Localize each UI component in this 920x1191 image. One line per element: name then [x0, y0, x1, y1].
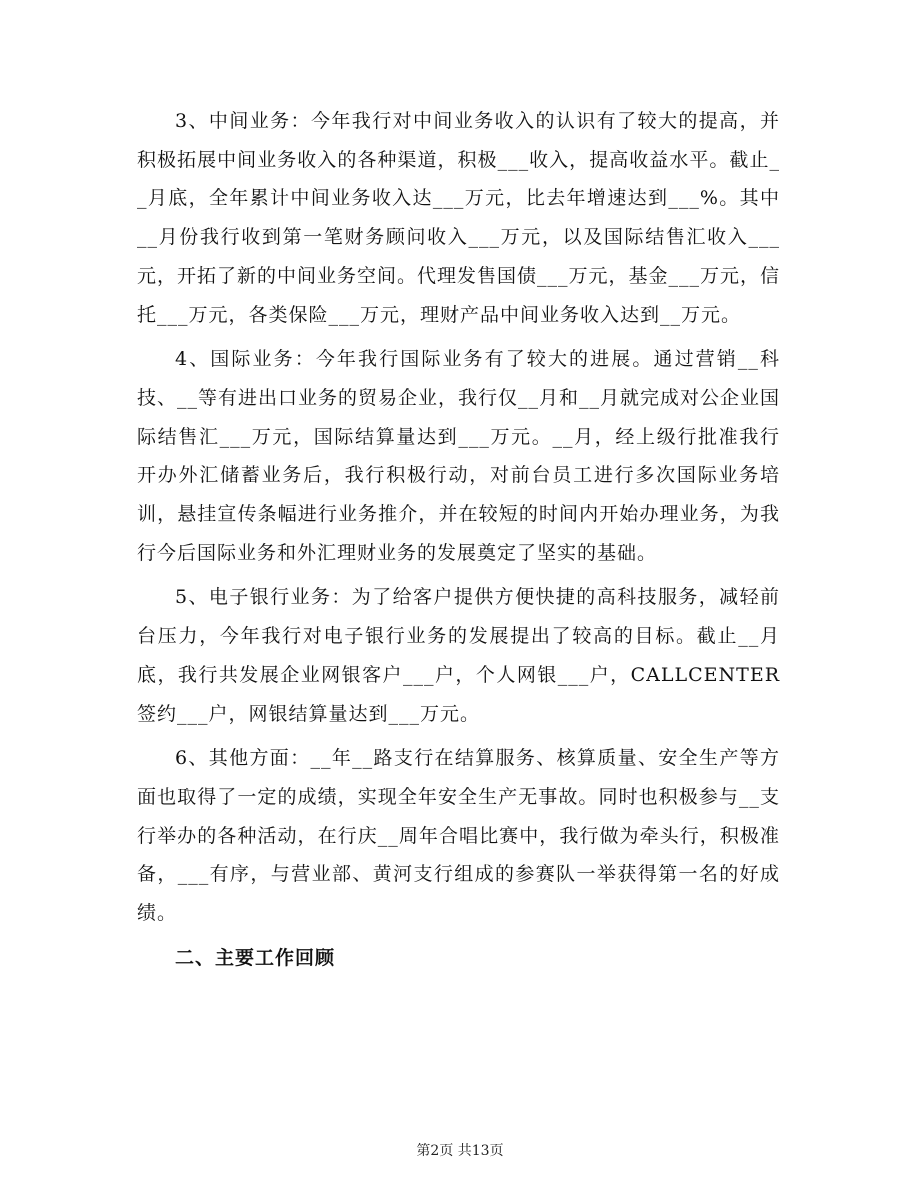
- section-heading: 二、主要工作回顾: [175, 946, 336, 969]
- paragraph-other-aspects: 6、其他方面：__年__路支行在结算服务、核算质量、安全生产等方面也取得了一定的成绩，实现全年安全生产无事故。同时也积极参与__支行举办的各种活动，在行庆__周年合唱比赛中，我行做为牵头行，积极准备，___有序，与营业部、黄河支行组成的参赛队一举获得第一名的好成绩。: [137, 747, 780, 925]
- paragraph-intermediate-business: 3、中间业务：今年我行对中间业务收入的认识有了较大的提高，并积极拓展中间业务收入的各种渠道，积极___收入，提高收益水平。截止__月底，全年累计中间业务收入达___万元，比去年增速达到___%。其中__月份我行收到第一笔财务顾问收入___万元，以及国际结售汇收入___元，开拓了新的中间业务空间。代理发售国债___万元，基金___万元，信托___万元，各类保险___万元，理财产品中间业务收入达到__万元。: [137, 110, 781, 326]
- paragraph-international-business: 4、国际业务：今年我行国际业务有了较大的进展。通过营销__科技、__等有进出口业务的贸易企业，我行仅__月和__月就完成对公企业国际结售汇___万元，国际结算量达到___万元。__月，经上级行批准我行开办外汇储蓄业务后，我行积极行动，对前台员工进行多次国际业务培训，悬挂宣传条幅进行业务推介，并在较短的时间内开始办理业务，为我行今后国际业务和外汇理财业务的发展奠定了坚实的基础。: [137, 348, 781, 564]
- paragraph-e-banking-business: 5、电子银行业务：为了给客户提供方便快捷的高科技服务，减轻前台压力，今年我行对电子银行业务的发展提出了较高的目标。截止__月底，我行共发展企业网银客户___户，个人网银___户，CALLCENTER签约___户，网银结算量达到___万元。: [137, 586, 780, 725]
- page-footer: 第2页 共13页: [416, 1143, 504, 1159]
- document-body: [137, 102, 780, 977]
